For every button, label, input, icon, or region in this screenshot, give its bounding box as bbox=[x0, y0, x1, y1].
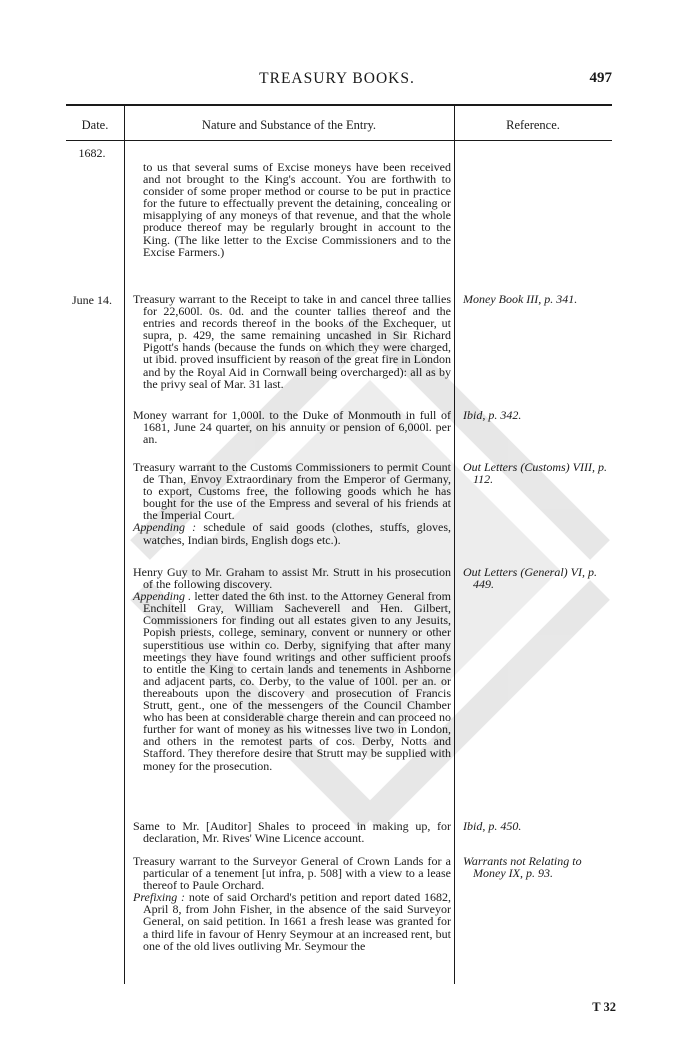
entry-date: 1682. bbox=[78, 146, 106, 160]
entry-body: Treasury warrant to the Customs Commissioners to permit Count de Than, Envoy Extraordinary from the Emperor of Germany, to export, Customs free, the following goods which he has bought for the use of the Empress and several of his friends at the Imperial Court. bbox=[133, 460, 451, 523]
appending-label: Appending . bbox=[133, 589, 192, 604]
reference-text: Ibid, p. 450. bbox=[463, 819, 522, 833]
entry-text bbox=[133, 161, 451, 258]
entry-reference: Money Book III, p. 341. bbox=[463, 292, 578, 306]
entry-body: to us that several sums of Excise moneys have been received and not brought to the King's account. You are forthwith to consider of some proper method or course to be put in practice for the future to effectually prevent the detaining, concealing or misapplying of any moneys of that revenue, and that the whole produce thereof may be regularly brought in account to the King. (The like letter to the Excise Commissioners and to the Excise Farmers.) bbox=[143, 160, 451, 259]
entry-reference bbox=[463, 461, 613, 485]
entry-appending bbox=[133, 521, 451, 545]
entry-text bbox=[133, 293, 451, 390]
entry-reference bbox=[463, 820, 613, 832]
reference-column-header: Reference. bbox=[506, 118, 560, 132]
table-header-rule bbox=[66, 140, 612, 141]
entry-text bbox=[133, 461, 451, 546]
appending-text: schedule of said goods (clothes, stuffs, gloves, watches, Indian birds, English dogs etc.). bbox=[143, 520, 451, 547]
appending-text: letter dated the 6th inst. to the Attorney General from Enchitell Gray, William Sacheverell and Hen. Gilbert, Commissioners for finding out all estates given to any Jesuits, Popish priests, college, seminary, convent or nunnery or other superstitious use within co. Derby, signifying that after many meetings they have found writings and other sufficient proofs to entitle the King to certain lands and tenements in Ashborne and adjacent parts, co. Derby, to the value of 100l. per an. or thereabouts upon the discovery and prosecution of Francis Strutt, gent., one of the messengers of the Council Chamber who has been at considerable charge therein and can proceed no further for want of money as his witnesses live two in London, and others in the remotest parts of cos. Derby, Notts and Stafford. They therefore desire that Strutt may be supplied with money for the prosecution. bbox=[143, 589, 452, 773]
entry-appending bbox=[133, 891, 451, 951]
entry-body: Henry Guy to Mr. Graham to assist Mr. Strutt in his prosecution of the following discovery. bbox=[133, 565, 451, 592]
entry-reference bbox=[463, 409, 613, 421]
entry-body: Same to Mr. [Auditor] Shales to proceed in making up, for declaration, Mr. Rives' Wine Licence account. bbox=[133, 819, 451, 846]
entry-body: Treasury warrant to the Receipt to take in and cancel three tallies for 22,600l. 0s. 0d. and the counter tallies thereof and the entries and records thereof in the books of the Exchequer, ut supra, p. 429, the same remaining uncashed in Sir Richard Pigott's hands (because the funds on which they were charged, ut ibid. proved insufficient by reason of the great fire in London and by the Royal Aid in Cornwall being overcharged): all as by the privy seal of Mar. 31 last. bbox=[133, 292, 451, 391]
page-number: 497 bbox=[589, 70, 612, 86]
entry-reference bbox=[463, 566, 613, 590]
running-head bbox=[0, 70, 674, 92]
reference-text: Ibid, p. 342. bbox=[463, 408, 522, 422]
table-top-rule bbox=[66, 104, 612, 106]
appending-text: note of said Orchard's petition and report dated 1682, April 8, from John Fisher, in the absence of the said Surveyor General, on said petition. In 1661 a fresh lease was granted for a third life in favour of Henry Seymour at an increased rent, but one of the old lives outliving Mr. Seymour the bbox=[143, 890, 451, 953]
date-column-header: Date. bbox=[81, 118, 109, 132]
date-column-rule bbox=[124, 104, 125, 984]
page-title: TREASURY BOOKS. bbox=[259, 70, 415, 87]
signature-mark: T 32 bbox=[592, 1000, 616, 1014]
reference-column-rule bbox=[454, 104, 455, 984]
entry-date: June 14. bbox=[72, 293, 112, 307]
nature-column-header: Nature and Substance of the Entry. bbox=[201, 118, 377, 132]
reference-text: Warrants not Relating to Money IX, p. 93. bbox=[463, 854, 582, 881]
reference-text: Out Letters (General) VI, p. 449. bbox=[463, 565, 597, 592]
entry-appending bbox=[133, 590, 451, 771]
reference-text: Out Letters (Customs) VIII, p. 112. bbox=[463, 460, 607, 487]
entry-text bbox=[133, 855, 451, 952]
entry-text bbox=[133, 566, 451, 772]
entry-reference bbox=[463, 855, 613, 879]
appending-label: Appending : bbox=[133, 520, 197, 535]
entry-body: Treasury warrant to the Surveyor General of Crown Lands for a particular of a tenement [ut infra, p. 508] with a view to a lease thereof to Paule Orchard. bbox=[133, 854, 451, 893]
entry-text bbox=[133, 409, 451, 445]
entry-text bbox=[133, 820, 451, 844]
appending-label: Prefixing : bbox=[133, 890, 186, 905]
entry-body: Money warrant for 1,000l. to the Duke of Monmouth in full of 1681, June 24 quarter, on his annuity or pension of 6,000l. per an. bbox=[133, 408, 451, 447]
